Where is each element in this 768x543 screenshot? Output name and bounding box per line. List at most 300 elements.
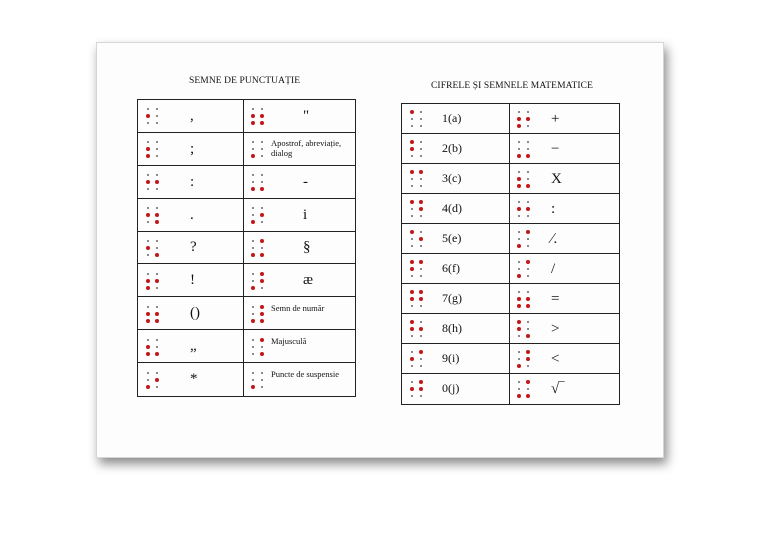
braille-dot-raised [419,170,423,174]
punctuation-symbol: : [190,173,195,190]
braille-dot-raised [146,154,150,158]
braille-dot-raised [410,200,414,204]
braille-dot-raised [517,364,521,368]
punctuation-row [138,100,355,133]
braille-cell [410,260,424,278]
punctuation-row [138,199,355,232]
math-left-cell [402,104,509,133]
braille-dot-raised [517,320,521,324]
math-row [402,284,619,314]
braille-dot-raised [155,180,159,184]
braille-dot-flat [527,215,529,217]
math-symbol: : [551,200,556,217]
braille-dot-raised [517,207,521,211]
punctuation-left-cell [138,297,243,329]
braille-dot-flat [156,141,158,143]
braille-dot-flat [252,273,254,275]
punctuation-right-cell [243,232,355,264]
braille-cell [517,380,531,398]
braille-dot-raised [517,304,521,308]
braille-cell [517,140,531,158]
punctuation-left-cell [138,133,243,165]
braille-dot-raised [146,319,150,323]
braille-dot-flat [411,155,413,157]
braille-dot-flat [411,125,413,127]
punctuation-left-cell [138,199,243,231]
punctuation-symbol: Semn de număr [271,302,325,313]
braille-dot-flat [411,185,413,187]
braille-dot-raised [146,385,150,389]
braille-dot-flat [527,268,529,270]
braille-dot-flat [156,273,158,275]
braille-dot-flat [156,115,158,117]
braille-dot-raised [155,352,159,356]
math-symbol: > [551,320,560,337]
braille-dot-flat [252,339,254,341]
braille-dot-flat [147,339,149,341]
braille-dot-raised [146,180,150,184]
braille-dot-raised [146,114,150,118]
braille-cell [146,206,160,224]
braille-dot-flat [420,245,422,247]
braille-dot-raised [260,305,264,309]
braille-dot-flat [411,335,413,337]
braille-dot-flat [261,181,263,183]
math-left-cell [402,164,509,193]
braille-dot-raised [146,213,150,217]
math-left-cell [402,224,509,253]
braille-cell [146,239,160,257]
braille-dot-flat [420,215,422,217]
braille-cell [251,305,265,323]
math-symbol: / [551,260,556,277]
braille-dot-flat [527,321,529,323]
braille-dot-raised [517,154,521,158]
braille-dot-raised [155,319,159,323]
braille-dot-raised [526,297,530,301]
braille-dot-flat [156,108,158,110]
braille-dot-raised [251,154,255,158]
braille-dot-flat [147,379,149,381]
braille-dot-raised [251,253,255,257]
braille-dot-flat [156,372,158,374]
braille-dot-flat [411,275,413,277]
braille-dot-raised [155,220,159,224]
braille-dot-flat [252,379,254,381]
braille-dot-raised [517,177,521,181]
braille-cell [410,350,424,368]
braille-dot-flat [252,181,254,183]
braille-dot-raised [419,380,423,384]
braille-dot-flat [261,287,263,289]
braille-dot-flat [261,372,263,374]
braille-dot-flat [252,207,254,209]
braille-dot-flat [147,372,149,374]
math-right-cell [509,314,619,343]
math-row [402,224,619,254]
braille-dot-raised [410,230,414,234]
braille-cell [517,170,531,188]
punctuation-right-cell [243,166,355,198]
punctuation-symbol: ; [190,140,195,157]
braille-dot-flat [252,214,254,216]
punctuation-left-cell [138,100,243,132]
braille-dot-flat [147,221,149,223]
braille-dot-raised [410,357,414,361]
math-row [402,104,619,134]
punctuation-symbol: „ [190,338,197,355]
braille-cell [410,320,424,338]
punctuation-symbol: æ [303,272,314,289]
punctuation-symbol: () [190,305,200,322]
braille-dot-flat [147,174,149,176]
punctuation-symbol: Apostrof, abreviație, dialog [271,138,342,159]
braille-dot-raised [419,327,423,331]
braille-dot-flat [156,346,158,348]
braille-dot-flat [420,111,422,113]
braille-dot-flat [156,188,158,190]
braille-dot-flat [147,122,149,124]
braille-dot-raised [146,352,150,356]
punctuation-row [138,264,355,297]
braille-dot-raised [146,312,150,316]
braille-dot-flat [527,328,529,330]
punctuation-right-cell [243,100,355,132]
math-right-cell [509,254,619,283]
braille-dot-raised [410,320,414,324]
braille-dot-flat [518,201,520,203]
braille-dot-flat [411,381,413,383]
braille-dot-flat [411,178,413,180]
braille-dot-flat [252,240,254,242]
braille-dot-flat [518,171,520,173]
math-row [402,314,619,344]
braille-dot-raised [146,279,150,283]
braille-dot-raised [260,338,264,342]
braille-dot-flat [147,240,149,242]
braille-dot-raised [410,140,414,144]
braille-cell [251,371,265,389]
braille-dot-flat [252,313,254,315]
math-title: CIFRELE ȘI SEMNELE MATEMATICE [431,81,594,91]
braille-dot-flat [518,268,520,270]
braille-dot-flat [518,388,520,390]
braille-dot-flat [420,358,422,360]
braille-cell [517,260,531,278]
braille-cell [517,320,531,338]
braille-dot-raised [251,286,255,290]
braille-dot-flat [252,372,254,374]
punctuation-symbol: § [303,239,311,256]
braille-dot-raised [410,327,414,331]
braille-dot-flat [518,358,520,360]
braille-dot-flat [411,351,413,353]
braille-dot-flat [147,188,149,190]
math-left-cell [402,314,509,343]
braille-dot-flat [252,174,254,176]
math-symbol: ∕. [551,230,558,247]
math-row [402,134,619,164]
braille-dot-raised [526,207,530,211]
braille-cell [410,110,424,128]
punctuation-symbol: * [190,371,198,388]
braille-cell [251,338,265,356]
braille-cell [146,140,160,158]
math-symbol: 5(e) [442,230,462,245]
math-left-cell [402,254,509,283]
punctuation-right-cell [243,264,355,296]
braille-dot-raised [526,230,530,234]
braille-dot-flat [518,351,520,353]
braille-dot-raised [410,267,414,271]
braille-dot-flat [252,141,254,143]
braille-dot-flat [156,207,158,209]
punctuation-symbol: i [303,206,308,223]
braille-dot-raised [410,147,414,151]
math-left-cell [402,344,509,373]
braille-cell [146,173,160,191]
braille-dot-flat [261,141,263,143]
braille-dot-flat [156,122,158,124]
braille-dot-raised [517,124,521,128]
math-row [402,254,619,284]
braille-dot-raised [419,297,423,301]
punctuation-symbol: Majusculă [271,335,307,346]
braille-dot-raised [526,260,530,264]
braille-dot-flat [420,178,422,180]
braille-dot-flat [518,231,520,233]
braille-dot-flat [156,306,158,308]
math-left-cell [402,374,509,404]
braille-dot-raised [155,213,159,217]
braille-dot-flat [527,125,529,127]
braille-dot-flat [420,148,422,150]
braille-cell [410,140,424,158]
braille-cell [517,290,531,308]
braille-dot-flat [156,174,158,176]
math-symbol: 1(a) [442,110,462,125]
braille-dot-raised [251,114,255,118]
math-symbol: + [551,110,560,127]
punctuation-row [138,133,355,166]
braille-dot-raised [260,213,264,217]
braille-dot-raised [517,244,521,248]
braille-dot-flat [261,221,263,223]
braille-dot-flat [420,125,422,127]
braille-dot-flat [527,238,529,240]
braille-dot-flat [156,240,158,242]
braille-dot-flat [411,238,413,240]
braille-cell [251,140,265,158]
braille-dot-flat [420,231,422,233]
punctuation-table [137,99,356,397]
math-left-cell [402,134,509,163]
braille-dot-flat [261,148,263,150]
braille-dot-flat [252,280,254,282]
braille-dot-raised [146,286,150,290]
braille-dot-raised [260,312,264,316]
punctuation-right-cell [243,297,355,329]
math-symbol: − [551,140,560,157]
braille-dot-flat [147,254,149,256]
braille-cell [517,110,531,128]
braille-cell [146,338,160,356]
braille-dot-raised [419,200,423,204]
braille-dot-raised [526,350,530,354]
braille-dot-flat [147,306,149,308]
braille-dot-raised [410,170,414,174]
math-right-cell [509,134,619,163]
braille-dot-flat [261,247,263,249]
braille-dot-flat [527,178,529,180]
math-row [402,164,619,194]
braille-dot-raised [146,147,150,151]
math-right-cell [509,104,619,133]
braille-dot-flat [527,148,529,150]
math-symbol: 2(b) [442,140,462,155]
braille-dot-raised [517,184,521,188]
braille-dot-flat [518,111,520,113]
braille-dot-flat [411,118,413,120]
braille-dot-raised [419,387,423,391]
braille-dot-raised [155,378,159,382]
braille-dot-flat [411,395,413,397]
braille-dot-flat [147,108,149,110]
braille-dot-flat [156,287,158,289]
braille-dot-raised [410,110,414,114]
braille-dot-raised [526,394,530,398]
braille-dot-raised [526,184,530,188]
braille-dot-flat [261,346,263,348]
braille-dot-flat [420,365,422,367]
braille-dot-flat [518,238,520,240]
braille-cell [146,305,160,323]
braille-cell [251,239,265,257]
braille-dot-flat [261,207,263,209]
braille-dot-raised [146,246,150,250]
braille-dot-flat [527,171,529,173]
punctuation-left-cell [138,264,243,296]
braille-dot-raised [526,334,530,338]
braille-dot-flat [420,118,422,120]
braille-dot-raised [526,380,530,384]
math-symbol: 8(h) [442,320,462,335]
braille-dot-raised [410,297,414,301]
braille-dot-flat [261,155,263,157]
braille-cell [410,380,424,398]
braille-dot-flat [518,291,520,293]
punctuation-left-cell [138,166,243,198]
braille-dot-raised [410,290,414,294]
braille-dot-raised [419,260,423,264]
braille-dot-flat [147,141,149,143]
braille-dot-raised [155,279,159,283]
braille-dot-flat [420,395,422,397]
math-row [402,344,619,374]
punctuation-symbol: ? [190,239,197,256]
braille-dot-raised [260,272,264,276]
braille-dot-raised [260,279,264,283]
braille-dot-raised [517,274,521,278]
punctuation-left-cell [138,330,243,362]
braille-dot-flat [156,247,158,249]
math-right-cell [509,164,619,193]
braille-dot-flat [420,185,422,187]
punctuation-row [138,166,355,199]
math-symbol: < [551,350,560,367]
braille-cell [146,371,160,389]
punctuation-symbol: ! [190,272,195,289]
braille-dot-raised [260,114,264,118]
braille-dot-raised [260,352,264,356]
braille-cell [146,272,160,290]
math-symbol: 4(d) [442,200,462,215]
braille-dot-flat [411,365,413,367]
braille-dot-flat [527,291,529,293]
braille-dot-raised [260,319,264,323]
braille-dot-raised [419,237,423,241]
math-symbol: 9(i) [442,350,460,365]
braille-dot-raised [251,187,255,191]
math-right-cell [509,194,619,223]
braille-dot-raised [410,260,414,264]
punctuation-symbol: . [190,206,194,223]
braille-dot-raised [260,121,264,125]
punctuation-row [138,232,355,265]
braille-cell [251,272,265,290]
braille-dot-raised [517,394,521,398]
punctuation-row [138,297,355,330]
punctuation-symbol: - [303,173,308,190]
braille-dot-raised [419,290,423,294]
braille-dot-flat [527,275,529,277]
punctuation-right-cell [243,199,355,231]
braille-cell [517,350,531,368]
braille-dot-raised [260,187,264,191]
math-right-cell [509,224,619,253]
braille-dot-flat [252,108,254,110]
braille-cell [517,230,531,248]
braille-dot-raised [251,220,255,224]
math-row [402,194,619,224]
punctuation-row [138,330,355,363]
braille-dot-flat [527,201,529,203]
punctuation-row [138,363,355,396]
math-symbol: X [551,170,562,187]
braille-dot-flat [518,215,520,217]
braille-dot-raised [419,350,423,354]
braille-dot-flat [261,174,263,176]
braille-cell [251,107,265,125]
braille-dot-raised [146,345,150,349]
braille-dot-flat [527,141,529,143]
braille-dot-raised [517,297,521,301]
punctuation-title: SEMNE DE PUNCTUAȚIE [189,76,301,86]
braille-dot-flat [252,148,254,150]
braille-dot-flat [420,141,422,143]
braille-dot-flat [156,339,158,341]
math-symbol: = [551,290,560,307]
braille-dot-flat [527,245,529,247]
braille-dot-raised [526,154,530,158]
braille-dot-flat [147,273,149,275]
math-symbol: √‾ [551,380,565,397]
braille-dot-raised [260,253,264,257]
braille-dot-flat [420,268,422,270]
braille-cell [251,173,265,191]
braille-dot-flat [252,353,254,355]
braille-dot-flat [527,388,529,390]
